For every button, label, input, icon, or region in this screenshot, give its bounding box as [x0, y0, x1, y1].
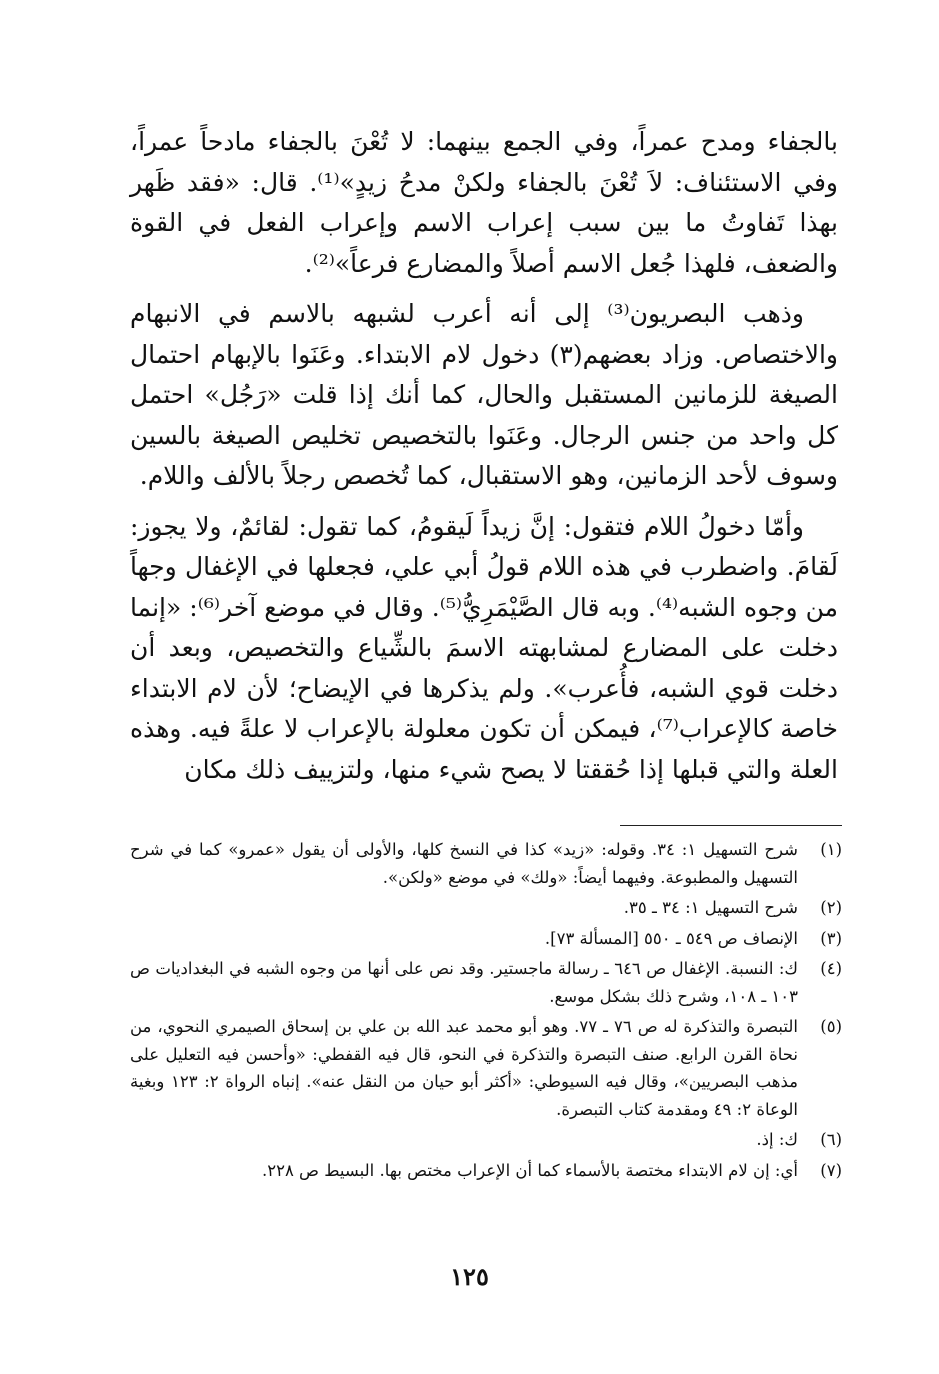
footnote-number: (٤) [820, 959, 842, 978]
paragraph-2: وذهب البصريون⁽³⁾ إلى أنه أعرب لشبهه بالاسم في الانبهام والاختصاص. وزاد بعضهم(٣) دخول لام الابتداء. وعَنَوا بالإبهام احتمال الصيغة للزمانين المستقبل والحال، كما أنك إذا قلت «رَجُل» احتمل كل واحد من جنس الرجال. وعَنَوا بالتخصيص تخليص الصيغة بالسين وسوف لأحد الزمانين، وهو الاستقبال، كما تُخصص رجلاً بالألف واللام. [130, 299, 839, 490]
main-body-text [130, 122, 838, 800]
footnote-number: (١) [820, 840, 842, 859]
page-number: ١٢٥ [450, 1262, 489, 1291]
footnote-number: (٣) [820, 928, 842, 948]
footnote-text: ك: النسبة. الإغفال ص ٦٤٦ ـ رسالة ماجستير. وقد نص على أنها من وجوه الشبه في البغداديات ص ١٠٣ ـ ١٠٨، وشرح ذلك بشكل موسع. [130, 959, 798, 1006]
footnote-text: شرح التسهيل ١: ٣٤. وقوله: «زيد» كذا في النسخ كلها، والأولى أن يقول «عمرو» كما في شرح التسهيل والمطبوعة. وفيهما أيضاً: «ولك» في موضع «ولكن». [130, 840, 798, 887]
paragraph-3: وأمّا دخولُ اللام فتقول: إنَّ زيداً لَيقومُ، كما تقول: لقائمٌ، ولا يجوز: لَقامَ. واضطرب في هذه اللام قولُ أبي علي، فجعلها في الإغفال وجهاً من وجوه الشبه⁽⁴⁾. وبه قال الصَّيْمَرِيُّ⁽⁵⁾. وقال في موضع آخر⁽⁶⁾: «إنما دخلت على المضارع لمشابهته الاسمَ بالشِّياع والتخصيص، وبعد أن دخلت قوي الشبه، فأُعرب». ولم يذكرها في الإيضاح؛ لأن لام الابتداء خاصة كالإعراب⁽⁷⁾، فيمكن أن تكون معلولة بالإعراب لا علةً فيه. وهذه العلة والتي قبلها إذا حُققتا لا يصح شيء منها، ولتزييف ذلك مكان [130, 511, 839, 784]
footnote-divider [620, 825, 842, 826]
footnote-4 [130, 955, 842, 1010]
footnote-number: (٥) [820, 1017, 842, 1036]
footnotes-section [130, 836, 842, 1187]
footnote-number: (٦) [820, 1130, 842, 1149]
footnote-2 [130, 894, 842, 922]
footnote-text: ك: إذ. [756, 1130, 798, 1149]
footnote-5 [130, 1013, 842, 1123]
footnote-7 [130, 1157, 842, 1185]
footnote-1 [130, 836, 842, 891]
footnote-3 [130, 925, 842, 953]
footnote-6 [130, 1126, 842, 1154]
footnote-text: شرح التسهيل ١: ٣٤ ـ ٣٥. [623, 898, 798, 917]
footnote-number: (٧) [820, 1160, 842, 1180]
footnote-number: (٢) [820, 898, 842, 917]
footnote-text: الإنصاف ص ٥٤٩ ـ ٥٥٠ [المسألة ٧٣]. [544, 928, 798, 948]
footnote-text: أي: إن لام الابتداء مختصة بالأسماء كما أن الإعراب مختص بها. البسيط ص ٢٢٨. [261, 1160, 798, 1180]
footnote-text: التبصرة والتذكرة له ص ٧٦ ـ ٧٧. وهو أبو محمد عبد الله بن علي بن إسحاق الصيمري النحوي، من نحاة القرن الرابع. صنف التبصرة والتذكرة في النحو، قال فيه القفطي: «وأحسن فيه التعليل على مذهب البصريين»، وقال فيه السيوطي: «أكثر أبو حيان من النقل عنه». إنباه الرواة ٢: ١٢٣ وبغية الوعاة ٢: ٤٩ ومقدمة كتاب التبصرة. [130, 1017, 798, 1119]
paragraph-1: بالجفاء ومدح عمراً، وفي الجمع بينهما: لا تُعْنَ بالجفاء مادحاً عمراً، وفي الاستئناف: لاَ تُعْنَ بالجفاء ولكنْ مدحُ زيدٍ»⁽¹⁾. قال: «فقد ظَهر بهذا تَفاوتُ ما بين سبب إعراب الاسم وإعراب الفعل في القوة والضعف، فلهذا جُعل الاسم أصلاً والمضارع فرعاً»⁽²⁾. [130, 127, 839, 278]
